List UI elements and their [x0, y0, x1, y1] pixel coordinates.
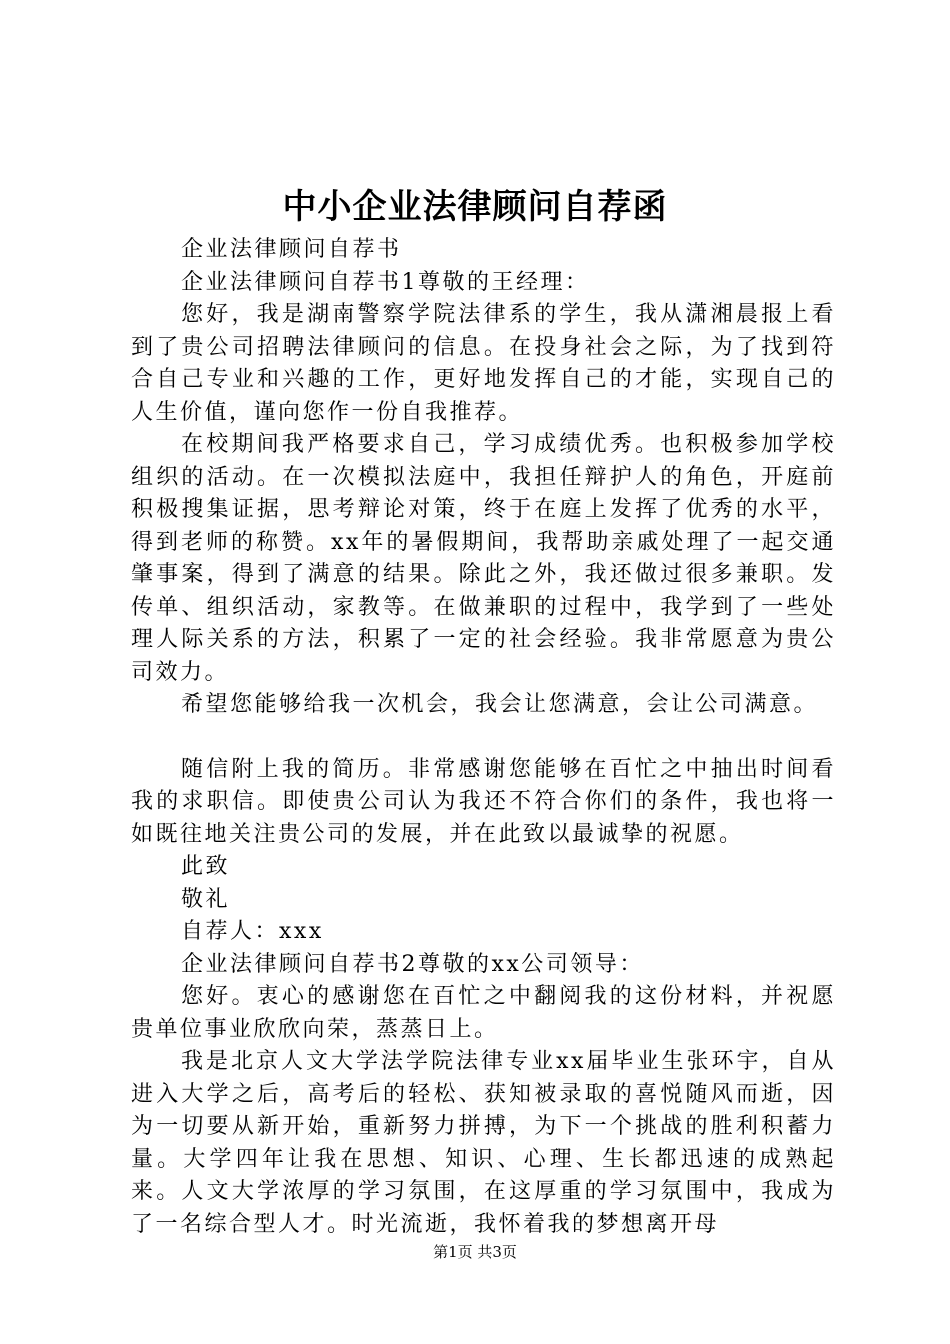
- paragraph-closing-2: 敬礼: [181, 886, 231, 912]
- paragraph-greeting-2: 您好。衷心的感谢您在百忙之中翻阅我的这份材料，并祝愿贵单位事业欣欣向荣，蒸蒸日上。: [131, 984, 836, 1042]
- paragraph-intro-1: 您好，我是湖南警察学院法律系的学生，我从潇湘晨报上看到了贵公司招聘法律顾问的信息。在投身社会之际，为了找到符合自己专业和兴趣的工作，更好地发挥自己的才能，实现自己的人生价值，谨向您作一份自我推荐。: [131, 302, 836, 425]
- paragraph-salutation-1: 企业法律顾问自荐书1尊敬的王经理：: [181, 269, 590, 295]
- paragraph-hope: 希望您能够给我一次机会，我会让您满意，会让公司满意。: [181, 692, 819, 717]
- paragraph-background-2: 我是北京人文大学法学院法律专业xx届毕业生张环宇，自从进入大学之后，高考后的轻松、获知被录取的喜悦随风而逝，因为一切要从新开始，重新努力拼搏，为下一个挑战的胜利积蓄力量。大学四年让我在思想、知识、心理、生长都迅速的成熟起来。人文大学浓厚的学习氛围，在这厚重的学习氛围中，我成为了一名综合型人才。时光流逝，我怀着我的梦想离开母: [131, 1049, 836, 1237]
- document-title: 中小企业法律顾问自荐函: [282, 187, 668, 227]
- document-body: [131, 234, 836, 1241]
- paragraph-resume-attached: 随信附上我的简历。非常感谢您能够在百忙之中抽出时间看我的求职信。即使贵公司认为我还不符合你们的条件，我也将一如既往地关注贵公司的发展，并在此致以最诚挚的祝愿。: [131, 756, 836, 847]
- paragraph-salutation-2: 企业法律顾问自荐书2尊敬的xx公司领导：: [181, 951, 644, 977]
- page-footer: 第1页 共3页: [433, 1243, 517, 1261]
- paragraph-signature: 自荐人：xxx: [181, 919, 324, 944]
- paragraph-heading: 企业法律顾问自荐书: [181, 237, 402, 262]
- paragraph-closing-1: 此致: [181, 854, 231, 879]
- paragraph-school-experience: 在校期间我严格要求自己，学习成绩优秀。也积极参加学校组织的活动。在一次模拟法庭中，我担任辩护人的角色，开庭前积极搜集证据，思考辩论对策，终于在庭上发挥了优秀的水平，得到老师的称赞。xx年的暑假期间，我帮助亲戚处理了一起交通肇事案，得到了满意的结果。除此之外，我还做过很多兼职。发传单、组织活动，家教等。在做兼职的过程中，我学到了一些处理人际关系的方法，积累了一定的社会经验。我非常愿意为贵公司效力。: [131, 432, 836, 685]
